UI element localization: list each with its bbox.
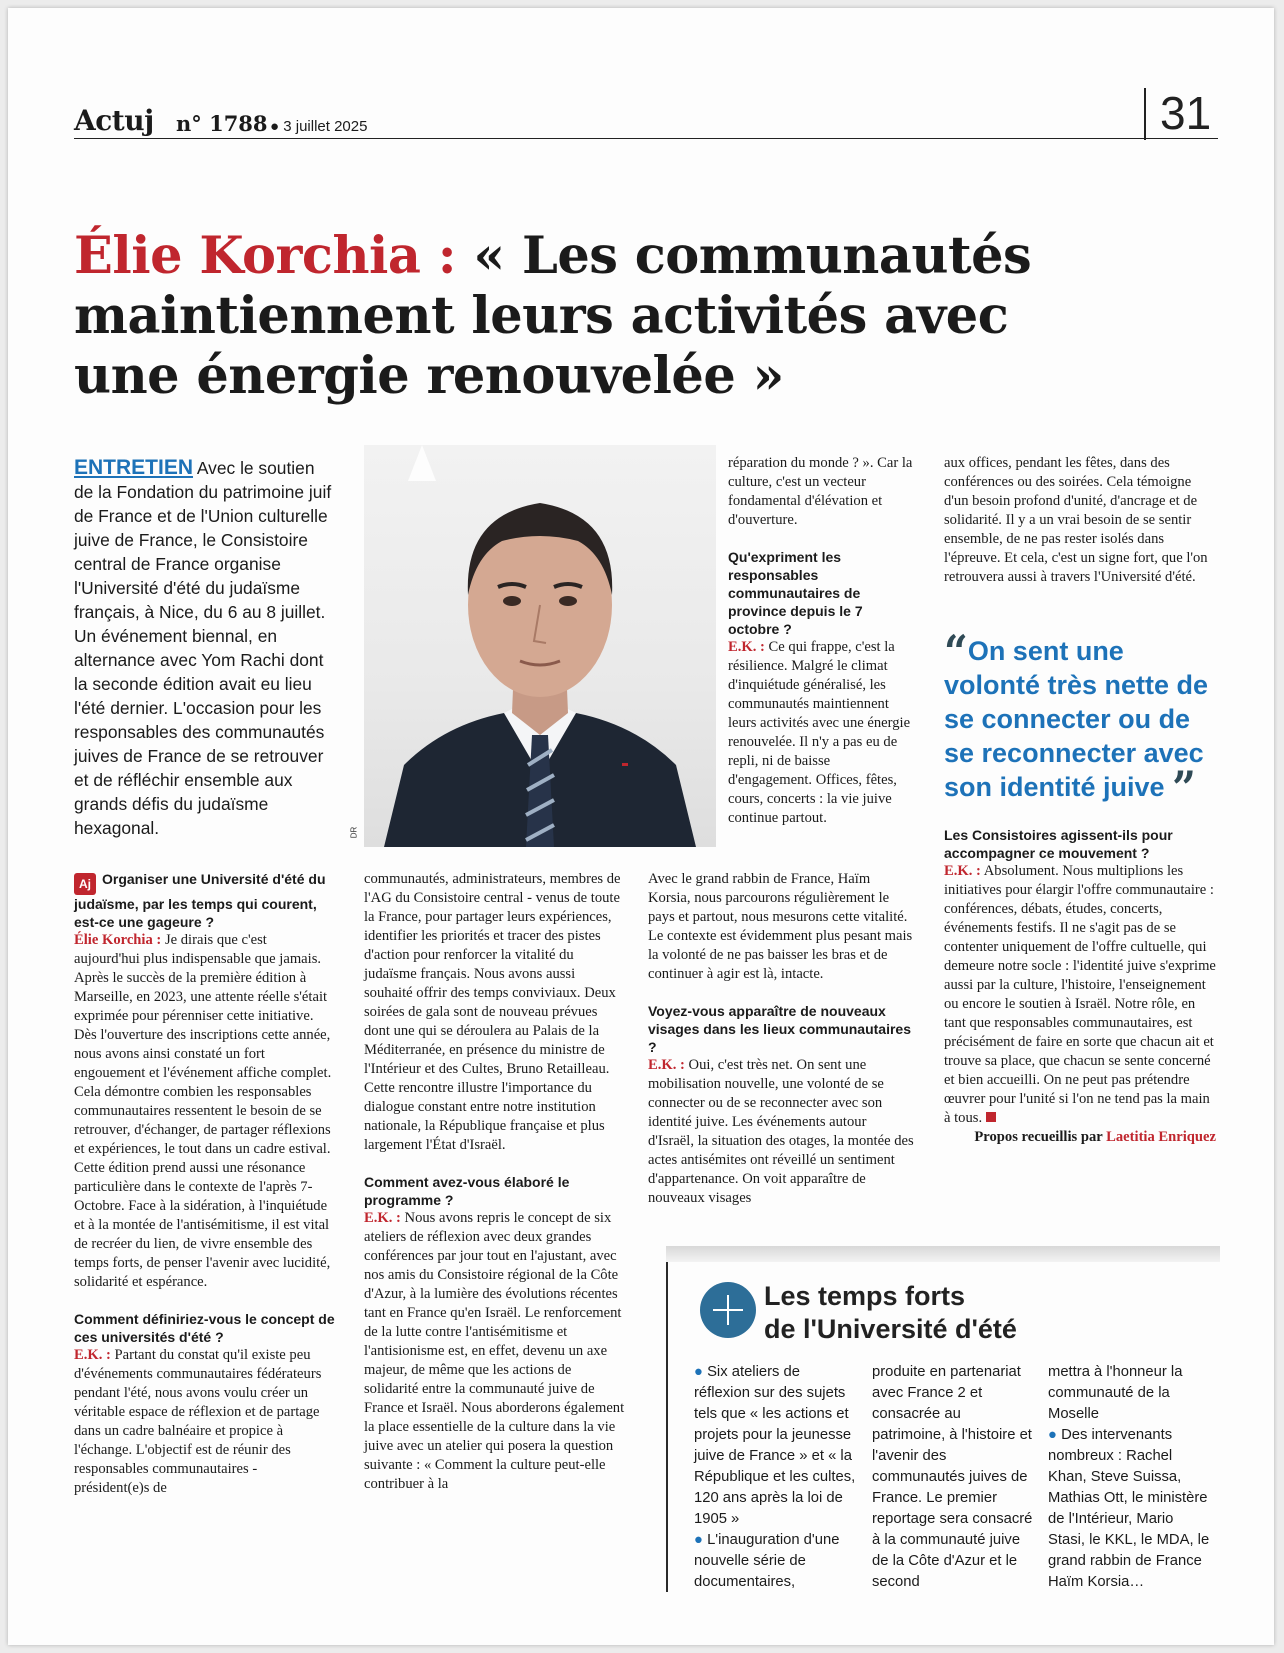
question-3: Comment avez-vous élaboré le programme ? <box>364 1174 570 1208</box>
issue-date: ● 3 juillet 2025 <box>270 118 368 135</box>
answer-6: E.K. : Absolument. Nous multiplions les initiatives pour élargir l'offre communautaire : conférences, débats, études, concerts, événements festifs. Il ne s'agit pas de se contenter uniquement de l'offre cultuelle, qui demeure notre socle : l'identité juive s'exprime aussi par la culture, l'histoire, l'enseignement ou encore le soutien à Israël. Notre rôle, en tant que responsables communautaires, est précisément de faire en sorte que chacun ait et trouve sa place, que chacun se sente concerné et bien accueilli. On ne peut pas prétendre œuvrer pour l'unité si l'on ne tend pas la main à tous. <box>944 863 1216 1126</box>
page-number: 31 <box>1160 87 1212 139</box>
article-column-4-lower <box>944 826 1216 1147</box>
pull-quote: “On sent une volonté très nette de se connecter ou de se reconnecter avec son identité juive ” <box>944 625 1209 815</box>
answer-2: E.K. : Partant du constat qu'il existe peu d'événements communautaires fédérateurs pendant l'été, nous avons voulu créer un véritable espace de réflexion et de partage dans un cadre balnéaire et propice à l'échange. L'objectif est de réunir des responsables communautaires - président(e)s de <box>74 1347 322 1496</box>
plus-icon <box>700 1282 756 1338</box>
magazine-logo: Actuj <box>74 104 154 137</box>
article-column-4 <box>944 454 1216 587</box>
intro-label: ENTRETIEN <box>74 456 194 479</box>
question-2: Comment définiriez-vous le concept de ces universités d'été ? <box>74 1311 335 1345</box>
close-quote-icon: ” <box>1172 761 1196 815</box>
author-signature: Propos recueillis par Laetitia Enriquez <box>974 1129 1216 1145</box>
photo-speech-tail <box>408 445 436 481</box>
answer-4: E.K. : Ce qui frappe, c'est la résilience. Malgré le climat d'inquiétude généralisé, les communautés maintiennent leurs activités avec une énergie renouvelée. Il n'y a pas eu de repli, ni de baisse d'engagement. Offices, fêtes, cours, concerts : la vie juive continue partout. <box>728 639 911 826</box>
box-column-3: mettra à l'honneur la communauté de la Moselle ● Des intervenants nombreux : Rachel Khan, Steve Suissa, Mathias Ott, le ministère de l'Intérieur, Mario Stasi, le KKL, le MDA, le grand rabbin de France Haïm Korsia… <box>1048 1364 1210 1590</box>
box-title: Les temps forts de l'Université d'été <box>764 1281 1017 1344</box>
article-headline <box>74 226 1214 406</box>
answer-3: E.K. : Nous avons repris le concept de six ateliers de réflexion avec deux grandes conférences par jour tout en l'ajustant, avec nos amis du Consistoire régional de la Côte d'Azur, à la lumière des évolutions récentes tant en France qu'en Israël. Le renforcement de la lutte contre l'antisémitisme et l'antisionisme est, en effet, devenu un axe majeur, de même que les actions de solidarité entre la communauté juive de France et Israël. Nous aborderons également la place essentielle de la culture dans la vie juive avec un atelier qui posera la question suivante : « Comment la culture peut-elle contribuer à la <box>364 1210 625 1492</box>
box-top-shade <box>666 1246 1220 1262</box>
article-column-1 <box>74 870 336 1498</box>
intro-text: Avec le soutien de la Fondation du patrimoine juif de France et de l'Union culturelle juive de France, le Consistoire central de France organise l'Université d'été du judaïsme français, à Nice, du 6 au 8 juillet. Un événement biennal, en alternance avec Yom Rachi dont la seconde édition avait eu lieu l'été dernier. L'occasion pour les responsables des communautés juives de France de se retrouver et de réfléchir ensemble aux grands défis du judaïsme hexagonal. <box>74 458 332 838</box>
bullet-icon: ● <box>694 1364 703 1380</box>
headline-line3: une énergie renouvelée » <box>74 346 784 406</box>
column-4-paragraph: aux offices, pendant les fêtes, dans des conférences ou des soirées. Cela témoigne d'un besoin profond d'unité, d'ancrage et de solidarité. Il y a un vrai besoin de se sentir ensemble, de ne pas rester isolés dans l'épreuve. Et cela, c'est un signe fort, que l'on retrouvera aussi à travers l'Université d'été. <box>944 455 1208 585</box>
answer-1: Élie Korchia : Je dirais que c'est aujourd'hui plus indispensable que jamais. Après le succès de la première édition à Marseille, en 2023, une attente réelle s'était exprimée pour pérenniser cette initiative. Dès l'ouverture des inscriptions cette année, nous avons ainsi constaté un fort engouement et l'événement affiche complet. Cela démontre combien les responsables communautaires ressentent le besoin de se retrouver, d'échanger, de partager réflexions et expériences, le tout dans un cadre estival. Cette édition prend aussi une résonance particulière dans le contexte de l'après 7-Octobre. Face à la sidération, à l'inquiétude et à la montée de l'antisémitisme, il est vital de recréer du lien, de vivre ensemble des temps forts, de penser l'avenir avec lucidité, solidarité et espérance. <box>74 932 332 1290</box>
header-rule <box>74 138 1218 139</box>
article-column-3 <box>728 454 914 828</box>
bullet-icon: ● <box>1048 1427 1057 1443</box>
open-quote-icon: “ <box>944 625 968 679</box>
column-3-paragraph-2: Avec le grand rabbin de France, Haïm Korsia, nous parcourons régulièrement le pays et partout, nous mesurons cette vitalité. Le contexte est évidemment plus pesant mais la volonté de ne pas baisser les bras et de continuer à agir est là, intacte. <box>648 871 913 982</box>
box-left-rule <box>666 1262 668 1592</box>
headline-speaker: Élie Korchia : <box>74 226 457 286</box>
issue-number: n° 1788 <box>176 111 268 136</box>
page-number-divider <box>1144 88 1146 140</box>
actuj-badge-icon: Aj <box>74 873 96 895</box>
article-column-3-lower <box>648 870 914 1208</box>
box-column-2: produite en partenariat avec France 2 et consacrée au patrimoine, à l'histoire et l'avenir des communautés juives de France. Le premier reportage sera consacré à la communauté juive de la Côte d'Azur et le second <box>872 1364 1033 1590</box>
end-mark-icon <box>986 1112 996 1122</box>
column-2-paragraph: communautés, administrateurs, membres de l'AG du Consistoire central - venus de toute la France, pour partager leurs expériences, identifier les priorités et tracer des pistes d'action pour renforcer la vitalité du judaïsme français. Nous avons aussi souhaité offrir des temps conviviaux. Deux soirées de gala sont de nouveau prévues dont une qui se déroulera au Palais de la Méditerranée, en présence du ministre de l'Intérieur et des Cultes, Bruno Retailleau. Cette rencontre illustre l'importance du dialogue constant entre notre institution nationale, la République française et plus largement l'État d'Israël. <box>364 871 621 1153</box>
magazine-page <box>8 8 1274 1645</box>
portrait-illustration <box>364 445 716 847</box>
article-column-2 <box>364 870 626 1494</box>
headline-line2: maintiennent leurs activités avec <box>74 286 1009 346</box>
answer-5: E.K. : Oui, c'est très net. On sent une mobilisation nouvelle, une volonté de se connecter ou de se reconnecter avec son identité juive. Les événements autour d'Israël, la situation des otages, la montée des actes antisémites ont réveillé un sentiment d'appartenance. On voit apparaître de nouveaux visages <box>648 1057 914 1206</box>
question-6: Les Consistoires agissent-ils pour accompagner ce mouvement ? <box>944 827 1173 861</box>
headline-line1: « Les communautés <box>473 226 1032 286</box>
article-intro <box>74 456 336 840</box>
question-5: Voyez-vous apparaître de nouveaux visages dans les lieux communautaires ? <box>648 1003 912 1055</box>
column-3-paragraph: réparation du monde ? ». Car la culture, c'est un vecteur fondamental d'élévation et d'ouverture. <box>728 455 913 528</box>
box-column-1: ● Six ateliers de réflexion sur des sujets tels que « les actions et projets pour la jeunesse juive de France » et « la République et les cultes, 120 ans après la loi de 1905 » ● L'inauguration d'une nouvelle série de documentaires, <box>694 1364 856 1590</box>
question-1: Aj Organiser une Université d'été du judaïsme, par les temps qui courent, est-ce une gageure ? <box>74 871 326 930</box>
bullet-icon: ● <box>694 1532 703 1548</box>
photo-credit: DR <box>349 826 359 839</box>
portrait-photo <box>364 445 716 847</box>
question-4: Qu'expriment les responsables communautaires de province depuis le 7 octobre ? <box>728 549 863 637</box>
